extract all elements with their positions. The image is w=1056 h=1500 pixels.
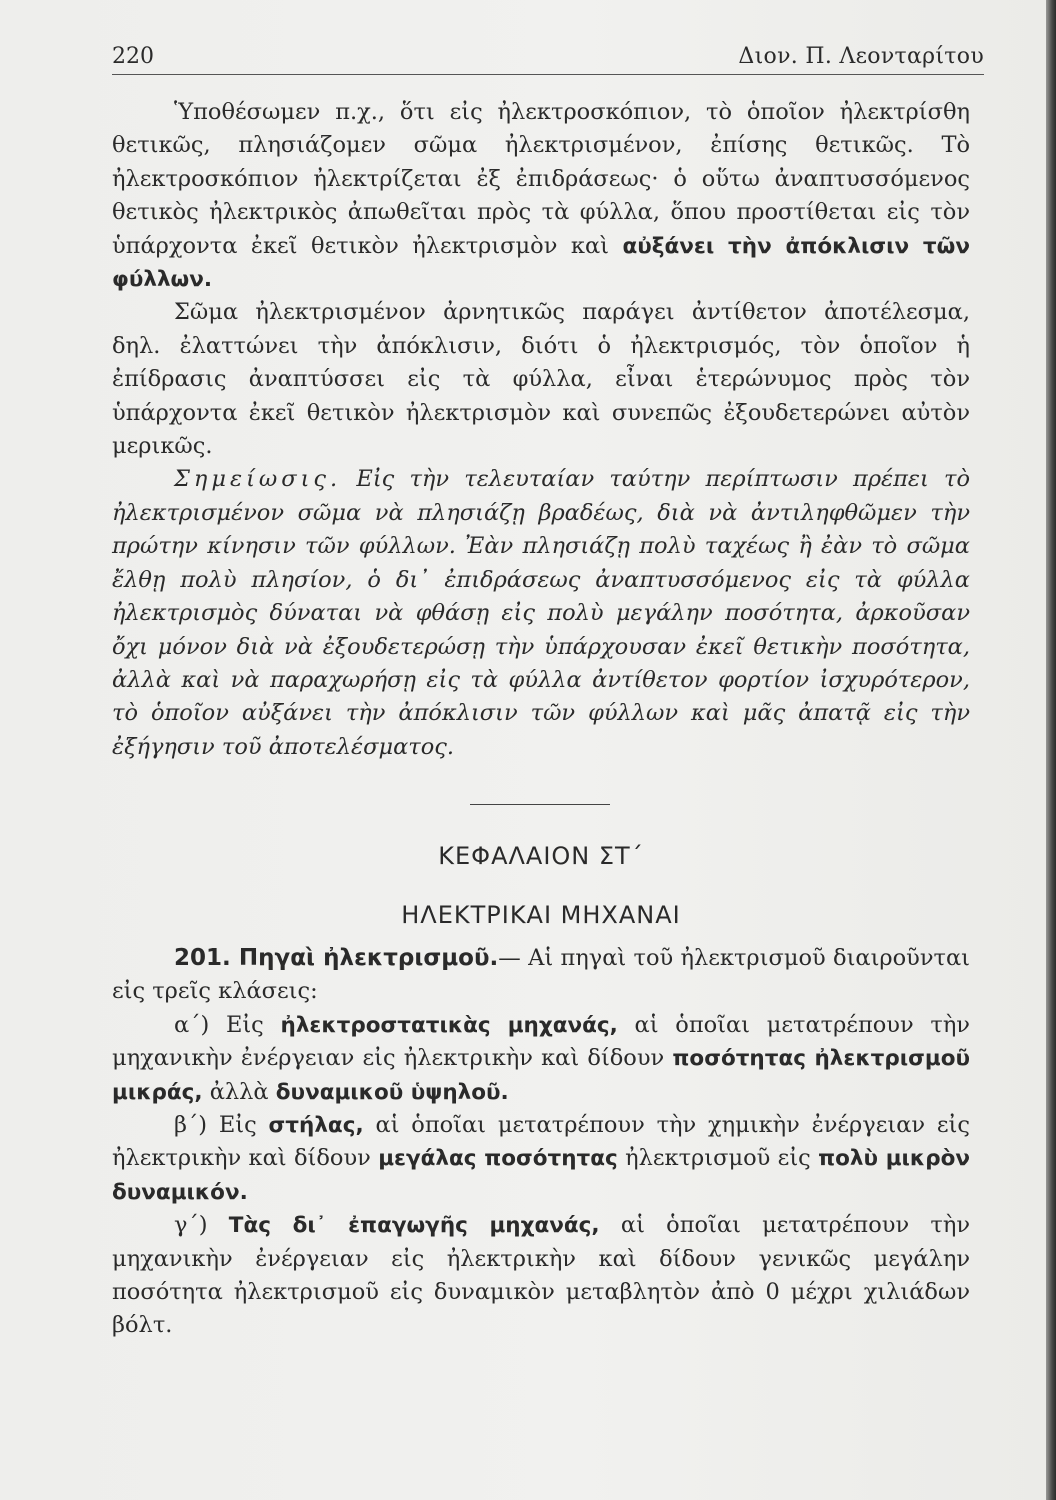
chapter-label: ΚΕΦΑΛΑΙΟΝ ΣΤ΄ — [438, 842, 644, 870]
list-item-text: ἀλλὰ — [209, 1078, 269, 1105]
emphasis-text: ἠλεκτροστατικὰς μηχανάς, — [280, 1012, 618, 1038]
page-number: 220 — [112, 44, 154, 69]
list-item-alpha — [112, 1009, 970, 1109]
paragraph-electroscope-negative: Σῶμα ἠλεκτρισμένον ἀρνητικῶς παράγει ἀντίθετον ἀποτέλεσμα, δηλ. ἐλαττώνει τὴν ἀπόκλισιν, διότι ὁ ἠλεκτρισμός, τὸν ὁποῖον ἡ ἐπίδρασις ἀναπτύσσει εἰς τὰ φύλλα, εἶναι ἑτερώνυμος πρὸς τὸν ὑπάρχοντα ἐκεῖ θετικὸν ἠλεκτρισμὸν καὶ συνεπῶς ἐξουδετερώνει αὐτὸν μερικῶς. — [112, 299, 970, 460]
text-block-bottom — [112, 942, 970, 1343]
list-item-beta — [112, 1109, 970, 1209]
note-paragraph — [112, 463, 970, 764]
page-header — [112, 38, 984, 75]
chapter-title: ΗΛΕΚΤΡΙΚΑΙ ΜΗΧΑΝΑΙ — [401, 901, 681, 929]
section-heading-bold: 201. Πηγαὶ ἠλεκτρισμοῦ. — [174, 945, 499, 971]
paragraph-electroscope-positive — [112, 96, 970, 296]
section-divider — [470, 804, 610, 805]
list-item-prefix: γ΄) — [174, 1212, 208, 1239]
section-201-heading — [112, 942, 970, 1009]
list-item-prefix: α΄) Εἰς — [174, 1011, 264, 1038]
emphasis-text: Τὰς δι᾽ ἐπαγωγῆς μηχανάς, — [228, 1213, 600, 1239]
list-item-text: αἱ ὁποῖαι μετατρέπουν τὴν μηχανικὴν ἐνέργειαν εἰς ἠλεκτρικὴν καὶ δίδουν — [112, 1011, 970, 1072]
emphasis-text: στήλας, — [268, 1113, 364, 1139]
list-item-gamma — [112, 1209, 970, 1343]
emphasis-text: πολὺ μικρὸν δυναμικόν. — [112, 1146, 971, 1205]
note-text: Εἰς τὴν τελευταίαν ταύτην περίπτωσιν πρέπει τὸ ἠλεκτρισμένον σῶμα νὰ πλησιάζῃ βραδέως, διὰ νὰ ἀντιληφθῶμεν τὴν πρώτην κίνησιν τῶν φύλλων. Ἐὰν πλησιάζῃ πολὺ ταχέως ἢ ἐὰν τὸ σῶμα ἔλθῃ πολὺ πλησίον, ὁ δι᾽ ἐπιδράσεως ἀναπτυσσόμενος εἰς τὰ φύλλα ἠλεκτρισμὸς δύναται νὰ φθάσῃ εἰς πολὺ μεγάλην ποσότητα, ἀρκοῦσαν ὄχι μόνον διὰ νὰ ἐξουδετερώσῃ τὴν ὑπάρχουσαν ἐκεῖ θετικὴν ποσότητα, ἀλλὰ καὶ νὰ παραχωρήσῃ εἰς τὰ φύλλα ἀντίθετον φορτίον ἰσχυρότερον, τὸ ὁποῖον αὐξάνει τὴν ἀπόκλισιν τῶν φύλλων καὶ μᾶς ἀπατᾷ εἰς τὴν ἐξήγησιν τοῦ ἀποτελέσματος. — [112, 466, 971, 760]
running-head: Διον. Π. Λεονταρίτου — [738, 44, 984, 69]
section-heading-text: — Αἱ πηγαὶ τοῦ ἠλεκτρισμοῦ διαιροῦνται εἰς τρεῖς κλάσεις: — [112, 945, 970, 1005]
emphasis-text: αὐξάνει τὴν ἀπόκλισιν τῶν φύλλων. — [112, 233, 970, 293]
emphasis-text: μεγάλας ποσότητας — [378, 1146, 618, 1172]
emphasis-text: δυναμικοῦ ὑψηλοῦ. — [275, 1079, 509, 1105]
note-label: Σημείωσις. — [174, 466, 342, 493]
paragraph-text: Ὑποθέσωμεν π.χ., ὅτι εἰς ἠλεκτροσκόπιον, τὸ ὁποῖον ἠλεκτρίσθη θετικῶς, πλησιάζομεν σῶμα ἠλεκτρισμένον, ἐπίσης θετικῶς. Τὸ ἠλεκτροσκόπιον ἠλεκτρίζεται ἐξ ἐπιδράσεως· ὁ οὕτω ἀναπτυσσόμενος θετικὸς ἠλεκτρικὸς ἀπωθεῖται πρὸς τὰ φύλλα, ὅπου προστίθεται εἰς τὸν ὑπάρχοντα ἐκεῖ θετικὸν ἠλεκτρισμὸν καὶ — [112, 99, 970, 259]
text-block-top — [112, 96, 970, 764]
list-item-prefix: β΄) Εἰς — [174, 1112, 257, 1139]
list-item-text: αἱ ὁποῖαι μετατρέπουν τὴν χημικὴν ἐνέργειαν εἰς ἠλεκτρικὴν καὶ δίδουν — [112, 1112, 970, 1172]
emphasis-text: ποσότητας ἠλεκτρισμοῦ μικράς, — [112, 1046, 971, 1105]
list-item-text: ἠλεκτρισμοῦ εἰς — [625, 1145, 811, 1172]
list-item-text: αἱ ὁποῖαι μετατρέπουν τὴν μηχανικὴν ἐνέργειαν εἰς ἠλεκτρικὴν καὶ δίδουν γενικῶς μεγάλην ποσότητα ἠλεκτρισμοῦ εἰς δυναμικὸν μεταβλητὸν ἀπὸ 0 μέχρι χιλιάδων βόλτ. — [112, 1212, 971, 1339]
book-spine-shadow — [1046, 0, 1056, 1500]
